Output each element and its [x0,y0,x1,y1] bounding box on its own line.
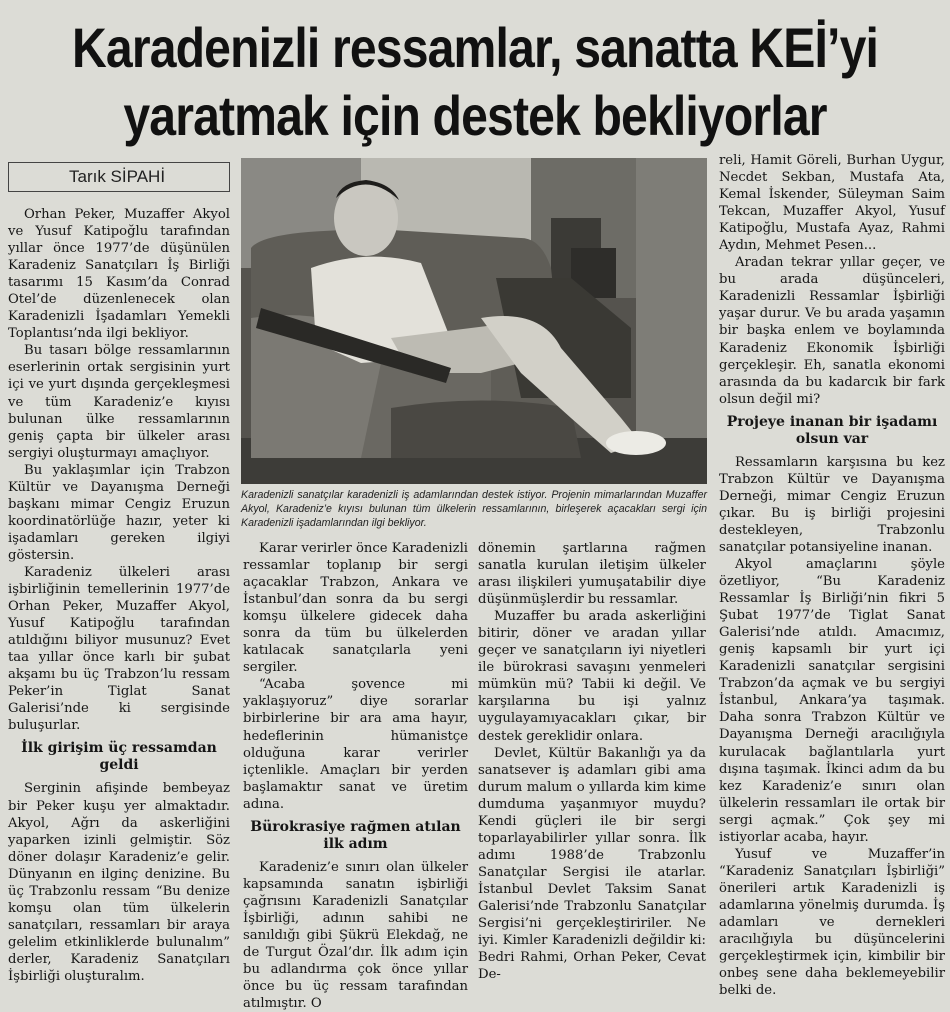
subheading: Projeye inanan bir işadamı olsun var [726,413,938,447]
paragraph: Orhan Peker, Muzaffer Akyol ve Yusuf Katipoğlu tarafından yıllar önce 1977’de düşünülen Karadeniz Sanatçıları İş Birliği tasarımı 15 Kasım’da Conrad Otel’de düzenlenecek olan Karadenizli İşadamları Yemekli Toplantısı’nda ilgi bekliyor. [8,207,230,342]
article-column-1 [8,206,230,1000]
paragraph: reli, Hamit Göreli, Burhan Uygur, Necdet Sekban, Mustafa Ata, Kemal İskender, Süleyman Saim Tekcan, Muzaffer Akyol, Yusuf Katipoğlu, Mustafa Ayaz, Rahmi Aydın, Mehmet Pesen... [719,153,945,254]
paragraph: Akyol amaçlarını şöyle özetliyor, “Bu Karadeniz Ressamlar İş Birliği’nin fikri 5 Şubat 1977’de Tiglat Sanat Galerisi’nde atıldı. Amacımız, geniş kapsamlı bir yurt içi Karadenizli sanatçılar sergisini Trabzon’da açmak ve bu sergiyi İstanbul, Ankara’ya taşımak. Daha sonra Trabzon Kültür ve Dayanışma Derneği aracılığıyla kurulacak bağlantılarla yurt dışına taşımak. İkinci adım da bu kez Karadeniz’e sınırı olan ülkelerin ressamları ile ortak bir sergi açmak.” Çok şey mi istiyorlar acaba, hayır. [719,556,945,845]
subheading: İlk girişim üç ressamdan geldi [21,740,217,774]
paragraph: Yusuf ve Muzaffer’in “Karadeniz Sanatçıları İşbirliği” önerileri artık Karadenizli iş adamlarına yönelmiş durumda. İş adamları ve dernekleri aracılığıyla bu düşüncelerini gerçekleştirmek için, kimbilir bir onbeş sene daha beklemeyebilir belki de. [719,846,945,999]
paragraph: Karadeniz’e sınırı olan ülkeler kapsamında sanatın işbirliği çağrısını Karadenizli Sanatçılar İşbirliği, adının sahibi ne sanıldığı gibi Şükrü Elekdağ, ne de Turgut Özal’dır. İlk adım için bu adlandırma çok önce yıllar önce bu üç ressam tarafından atılmıştır. O [243,859,468,1012]
subheading: Bürokrasiye rağmen atılan ilk adım [250,818,461,852]
paragraph: Serginin afişinde bembeyaz bir Peker kuşu yer almaktadır. Akyol, Ağrı da askerliğini yaparken izinli gelmiştir. Söz döner dolaşır Karadeniz’e gelir. Dünyanın en ilginç denizine. Bu üç Trabzonlu ressam “Bu denize komşu olan tüm ülkelerin sanatçıları, ressamları bir araya gelelim etkinliklerde bulunalım” derler, Karadeniz Sanatçıları İşbirliği oluşturalım. [8,781,230,984]
byline-box [8,162,230,192]
article-column-2 [243,540,469,1012]
paragraph: Ressamların karşısına bu kez Trabzon Kültür ve Dayanışma Derneği, mimar Cengiz Eruzun çıkar. Bu iş birliği projesini destekleyen, Trabzonlu sanatçılar potansiyeline inanan. [719,454,945,555]
article-column-4 [719,152,945,1000]
paragraph: Karar verirler önce Karadenizli ressamlar toplanıp bir sergi açacaklar Trabzon, Ankara ve İstanbul’dan sonra da bu sergi komşu ülkelere gidecek daha sonra da tüm bu ülkelerden katılacak sanatçılarla yeni sergiler. [243,541,469,676]
paragraph: “Acaba şovence mi yaklaşıyoruz” diye sorarlar birbirlerine bir ara ama hayır, hedeflerinin hümanistçe olduğuna karar verirler içtenlikle. Amaçları bir yerden başlamaktır sanat ve üretim adına. [243,677,468,812]
paragraph: Bu tasarı bölge ressamlarının eserlerinin ortak sergisinin yurt içi ve yurt dışında gerçekleşmesi ve tüm Karadeniz’e kıyısı bulunan ülke ressamlarının geniş çapta bir ülkeler arası sergiyi oluşturmayı amaçlıyor. [8,343,230,461]
article-column-3 [478,540,706,1000]
paragraph: Bu yaklaşımlar için Trabzon Kültür ve Dayanışma Derneği başkanı mimar Cengiz Eruzun koordinatörlüğe hazır, yeter ki işadamları gereken ilgiyi göstersin. [8,462,230,563]
photo-caption: Karadenizli sanatçılar karadenizli iş adamlarından destek istiyor. Projenin mimarlarından Muzaffer Akyol, Karadeniz’e kıyısı bulunan tüm ülkelerin ressamlarının, birleşerek açacakları sergi için Karadenizli işadamlarından ilgi bekliyor. [241,489,707,529]
paragraph: Muzaffer bu arada askerliğini bitirir, döner ve aradan yıllar geçer ve sanatçıların iyi niyetleri ile bürokrasi savaşını yenmeleri mümkün mü? Tabii ki değil. Ve karşılarına bu işi yalnız uygulayamıyacakları çıkar, bir destek gereklidir onlara. [478,609,706,744]
headline [67,14,884,150]
paragraph: Aradan tekrar yıllar geçer, ve bu arada düşünceleri, Karadenizli Ressamlar İşbirliği yaşar durur. Ve bu arada yaşamın bir başka enlem ve boylamında Karadeniz Ekonomik İşbirliği gerçekleşir. Eh, sanatla ekonomi arasında da bu kadarcık bir fark olsun değil mi? [719,255,945,407]
byline: Tarık SİPAHİ [69,167,166,186]
article-photo [241,158,707,484]
headline-line-1: Karadenizli ressamlar, sanatta KEİ’yi [71,16,879,79]
paragraph: Karadeniz ülkeleri arası işbirliğinin temellerinin 1977’de Orhan Peker, Muzaffer Akyol, Yusuf Katipoğlu tarafından atıldığını biliyor musunuz? Evet taa yıllar önce karlı bir şubat akşamı bu üç Trabzon’lu ressam Peker’in Tiglat Sanat Galerisi’nde ki sergisinde buluşurlar. [8,564,230,734]
photo-illustration [241,158,707,484]
paragraph: Devlet, Kültür Bakanlığı ya da sanatsever iş adamları gibi ama durum malum o yıllarda kim kime dumduma yaşanmıyor muydu? Kendi güçleri ile bir sergi toparlayabilirler yıllar sonra. İlk adımı 1988’de Trabzonlu Sanatçılar Sergisi ile atarlar. İstanbul Devlet Taksim Sanat Galerisi’nde Trabzonlu Sanatçılar Sergisi’ni gerçekleştiririler. Ne iyi. Kimler Karadenizli değildir ki: Bedri Rahmi, Orhan Peker, Cevat De- [478,745,706,983]
paragraph: dönemin şartlarına rağmen sanatla kurulan iletişim ülkeler arası ilişkileri yumuşatabilir diye düşünmüşlerdir bu ressamlar. [478,541,706,608]
headline-line-2: yaratmak için destek bekliyorlar [123,84,827,147]
